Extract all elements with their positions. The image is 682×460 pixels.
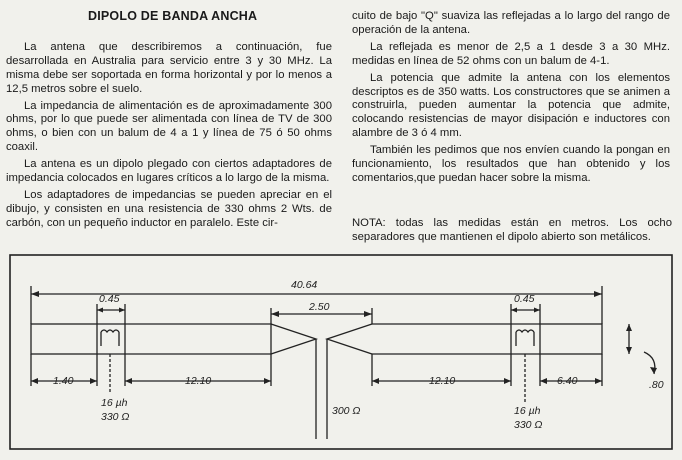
resistor-right-label: 330 Ω [514, 419, 543, 431]
paragraph: Los adaptadores de impedancias se pueden apreciar en el dibujo, y consisten en una resistencia de 330 ohms 2 Wts. de carbón, con un pequeño inductor en paralelo. Este cir- [6, 188, 332, 229]
seg-right-inner-label: 12.10 [429, 375, 456, 387]
note: NOTA: todas las medidas están en metros. Los ocho separadores que mantienen el dipolo abierto son metálicos. [352, 217, 672, 243]
right-column [352, 10, 670, 189]
paragraph: La impedancia de alimentación es de aproximadamente 300 ohms, por lo que puede ser alimentada con línea de TV de 300 ohms, o bien con un balum de 4 a 1 y línea de 75 ó 50 ohms coaxil. [6, 99, 332, 154]
feed-taper-left [271, 324, 316, 354]
adapter-right-label: 0.45 [514, 293, 535, 305]
feed-taper-right [327, 324, 372, 354]
seg-right-outer-label: 6.40 [557, 375, 578, 387]
element-right-outer [540, 324, 602, 354]
gap-label: 2.50 [309, 301, 330, 313]
element-right-inner [372, 324, 511, 354]
seg-left-outer-label: 1.40 [53, 375, 74, 387]
paragraph: La reflejada es menor de 2,5 a 1 desde 3 a 30 MHz. medidas en línea de 52 ohms con un balum de 4-1. [352, 40, 670, 67]
paragraph: También les pedimos que nos envíen cuando la pongan en funcionamiento, los resultados que han obtenido y los comentarios,que puedan hacer sobre la misma. [352, 144, 670, 184]
left-column [6, 10, 332, 234]
resistor-left-label: 330 Ω [101, 411, 130, 423]
paragraph: La antena que describiremos a continuación, fue desarrollada en Australia para servicio entre 3 y 30 MHz. La misma debe ser soportada en forma horizontal y por lo menos a 12,5 metros sobre el suelo. [6, 40, 332, 95]
feed-line-label: 300 Ω [332, 405, 361, 417]
inductor-right-label: 16 µh [514, 405, 541, 417]
paragraph-continuation: cuito de bajo "Q" suaviza las reflejadas a lo largo del rango de operación de la antena. [352, 10, 670, 36]
element-left-inner [125, 324, 271, 354]
total-length-label: 40.64 [291, 279, 318, 291]
inductor-left-label: 16 µh [101, 397, 128, 409]
article-title: DIPOLO DE BANDA ANCHA [88, 9, 258, 23]
inductor-right-coil [516, 330, 534, 332]
paragraph: La antena es un dipolo plegado con ciertos adaptadores de impedancia colocados en lugares críticos a lo largo de la misma. [6, 158, 332, 185]
antenna-diagram [9, 254, 673, 450]
element-left-outer [31, 324, 97, 354]
paragraph: La potencia que admite la antena con los elementos descriptos es de 350 watts. Los constructores que se animen a construirla, pueden aumentar la potencia que admite, colocando resistencias de mayor disipación e inductores con alambre de 3 ó 4 mm. [352, 71, 670, 140]
adapter-left-label: 0.45 [99, 293, 120, 305]
inductor-left-coil [101, 330, 119, 332]
antenna-drawing [9, 254, 673, 450]
height-label: .80 [649, 379, 664, 391]
seg-left-inner-label: 12.10 [185, 375, 212, 387]
